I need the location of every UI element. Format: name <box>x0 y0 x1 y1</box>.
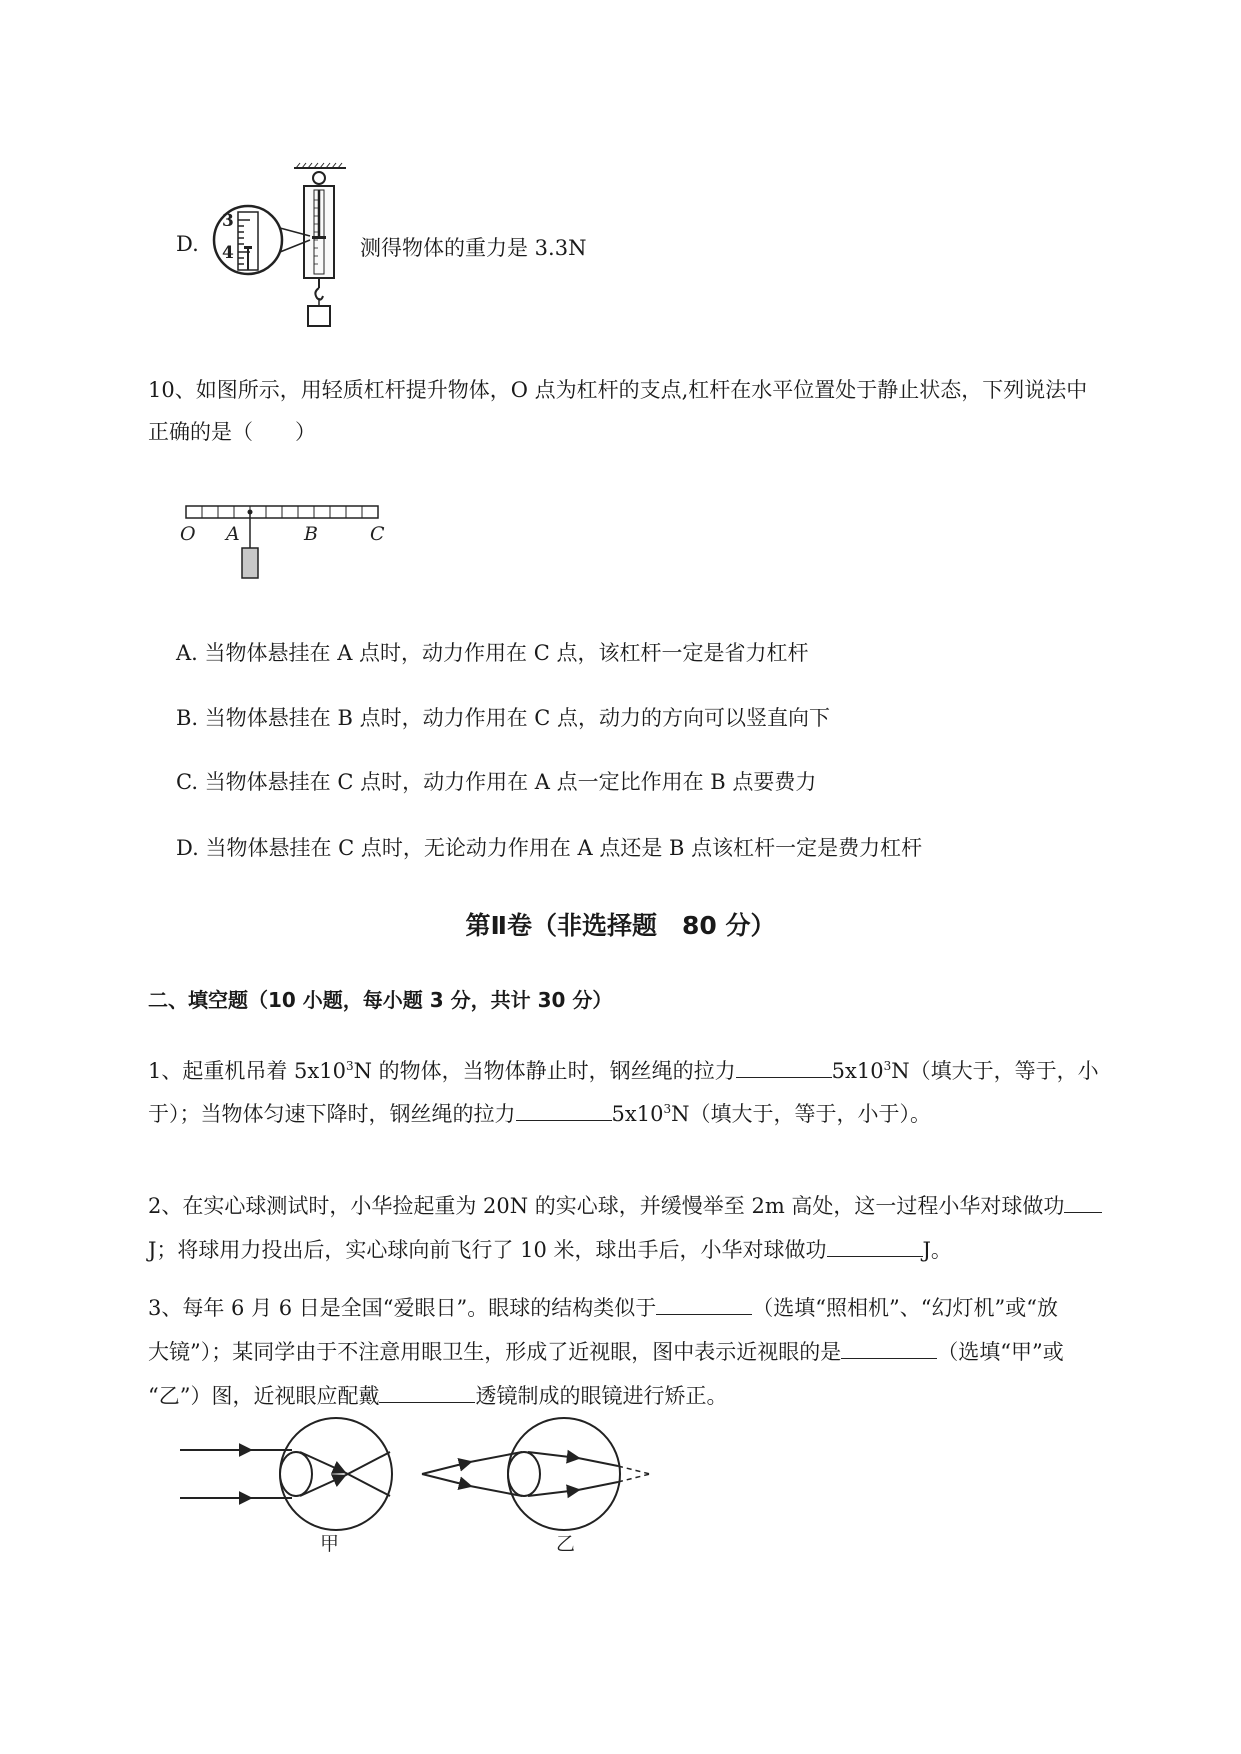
eye-label-yi: 乙 <box>556 1533 576 1555</box>
q9-option-d-letter: D. <box>176 232 199 256</box>
q9-option-d-text: 测得物体的重力是 3.3N <box>360 236 587 260</box>
scale-label-3: 3 <box>222 211 234 231</box>
fill3-line3: “乙”）图，近视眼应配戴 透镜制成的眼镜进行矫正。 <box>148 1384 728 1408</box>
fill2-blank-2[interactable] <box>827 1236 923 1257</box>
spring-scale-figure <box>210 160 358 335</box>
lever-label-a: A <box>226 523 240 545</box>
fill3-line2: 大镜”）；某同学由于不注意用眼卫生，形成了近视眼，图中表示近视眼的是 （选填“甲”或 <box>148 1340 1064 1364</box>
fill1-blank-2[interactable] <box>516 1100 612 1121</box>
part2-title: 第Ⅱ卷（非选择题 80 分） <box>465 911 776 940</box>
lever-label-o: O <box>180 523 196 545</box>
fill3-blank-2[interactable] <box>841 1338 937 1359</box>
q10-option-d: D. 当物体悬挂在 C 点时，无论动力作用在 A 点还是 B 点该杠杆一定是费力杠杆 <box>176 836 923 860</box>
eye-figure-jia <box>170 1400 410 1560</box>
q10-option-b: B. 当物体悬挂在 B 点时，动力作用在 C 点，动力的方向可以竖直向下 <box>176 706 830 730</box>
fill2-blank-1[interactable] <box>1064 1192 1102 1213</box>
lever-figure <box>176 498 396 590</box>
fill3-line1: 3、每年 6 月 6 日是全国“爱眼日”。眼球的结构类似于 （选填“照相机”、“幻灯机”或“放 <box>148 1296 1058 1320</box>
fill3-blank-1[interactable] <box>656 1294 752 1315</box>
q10-option-a: A. 当物体悬挂在 A 点时，动力作用在 C 点，该杠杆一定是省力杠杆 <box>176 641 809 665</box>
fill1-blank-1[interactable] <box>736 1057 832 1078</box>
lever-label-c: C <box>370 523 385 545</box>
section-heading-fill-blank: 二、填空题（10 小题，每小题 3 分，共计 30 分） <box>148 988 613 1012</box>
fill1-line1: 1、起重机吊着 $5x10^3N$ 的物体，当物体静止时，钢丝绳的拉力 $5x10^3N$（填大于，等于，小 <box>148 1059 1099 1083</box>
eye-label-jia: 甲 <box>320 1533 340 1555</box>
eye-figure-yi <box>410 1400 670 1560</box>
q10-stem-line1: 10、如图所示，用轻质杠杆提升物体，O 点为杠杆的支点,杠杆在水平位置处于静止状态，下列说法中 <box>148 378 1088 402</box>
scale-label-4: 4 <box>222 243 234 263</box>
fill2-line2: J；将球用力投出后，实心球向前飞行了 10 米，球出手后，小华对球做功 J。 <box>148 1238 952 1262</box>
lever-label-b: B <box>304 523 318 545</box>
fill2-line1: 2、在实心球测试时，小华捡起重为 20N 的实心球，并缓慢举至 2m 高处，这一过程小华对球做功 <box>148 1190 1102 1222</box>
fill1-line2: 于）；当物体匀速下降时，钢丝绳的拉力 $5x10^3N$（填大于，等于，小于）。 <box>148 1102 931 1126</box>
q10-option-c: C. 当物体悬挂在 C 点时，动力作用在 A 点一定比作用在 B 点要费力 <box>176 770 817 794</box>
q10-stem-line2: 正确的是（ ） <box>148 420 316 444</box>
